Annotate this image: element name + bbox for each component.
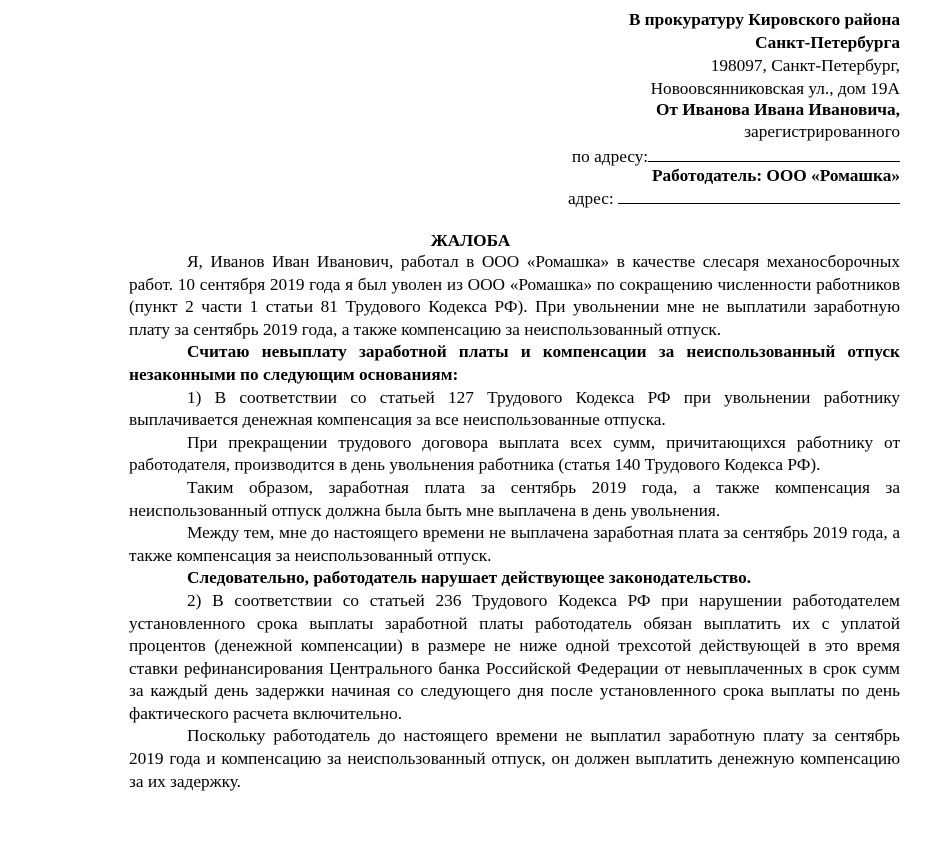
paragraph-point-2: 2) В соответствии со статьей 236 Трудового Кодекса РФ при нарушении работодателем установленного срока выплаты заработной платы работодатель обязан выплатить их с уплатой процентов (денежной компенсации) в размере не ниже одной трехсотой действующей в это время ставки рефинансирования Центрального банка Российской Федерации от невыплаченных в срок сумм за каждый день задержки начиная со следующего дня после установленного срока выплаты по день фактического расчета включительно. (129, 590, 900, 723)
paragraph-conclusion-1: Таким образом, заработная плата за сентябрь 2019 года, а также компенсация за неиспользованный отпуск должна была быть мне выплачена в день увольнения. (129, 477, 900, 520)
paragraph-not-paid: Между тем, мне до настоящего времени не выплачена заработная плата за сентябрь 2019 года, а также компенсация за неиспользованный отпуск. (129, 523, 900, 565)
recipient-line-2: Санкт-Петербурга (755, 33, 900, 52)
recipient-address-line-1: 198097, Санкт-Петербург, (710, 56, 900, 75)
sender-address-blank (648, 145, 900, 162)
document-title: ЖАЛОБА (430, 231, 511, 250)
paragraph-point-1: 1) В соответствии со статьей 127 Трудового Кодекса РФ при увольнении работнику выплачивается денежная компенсация за все неиспользованные отпуска. (129, 387, 900, 430)
employer-address-blank (618, 187, 900, 204)
paragraph-compensation: Поскольку работодатель до настоящего времени не выплатил заработную плату за сентябрь 2019 года и компенсацию за неиспользованный отпуск, он должен выплатить денежную компенсацию за их задержку. (129, 726, 900, 791)
sender-name: От Иванова Ивана Ивановича, (655, 100, 900, 119)
employer-name: Работодатель: ООО «Ромашка» (651, 166, 900, 185)
recipient-line-1: В прокуратуру Кировского района (628, 10, 900, 29)
recipient-address-line-2: Новоовсянниковская ул., дом 19А (650, 79, 900, 98)
sender-address-label: по адресу: (571, 147, 648, 166)
paragraph-violation: Следовательно, работодатель нарушает действующее законодательство. (187, 568, 752, 588)
complaint-body (129, 251, 900, 793)
paragraph-article-140: При прекращении трудового договора выплата всех сумм, причитающихся работнику от работодателя, производится в день увольнения работника (статья 140 Трудового Кодекса РФ). (129, 432, 900, 475)
employer-address-row (568, 187, 900, 210)
paragraph-grounds-heading: Считаю невыплату заработной платы и компенсации за неиспользованный отпуск незаконными по следующим основаниям: (129, 342, 900, 384)
employer-address-label: адрес: (567, 189, 614, 208)
paragraph-intro: Я, Иванов Иван Иванович, работал в ООО «Ромашка» в качестве слесаря механосборочных работ. 10 сентября 2019 года я был уволен из ООО «Ромашка» по сокращению численности работников (пункт 2 части 1 статьи 81 Трудового Кодекса РФ). При увольнении мне не выплатили заработную плату за сентябрь 2019 года, а также компенсацию за неиспользованный отпуск. (129, 252, 900, 339)
sender-registered: зарегистрированного (744, 122, 900, 141)
